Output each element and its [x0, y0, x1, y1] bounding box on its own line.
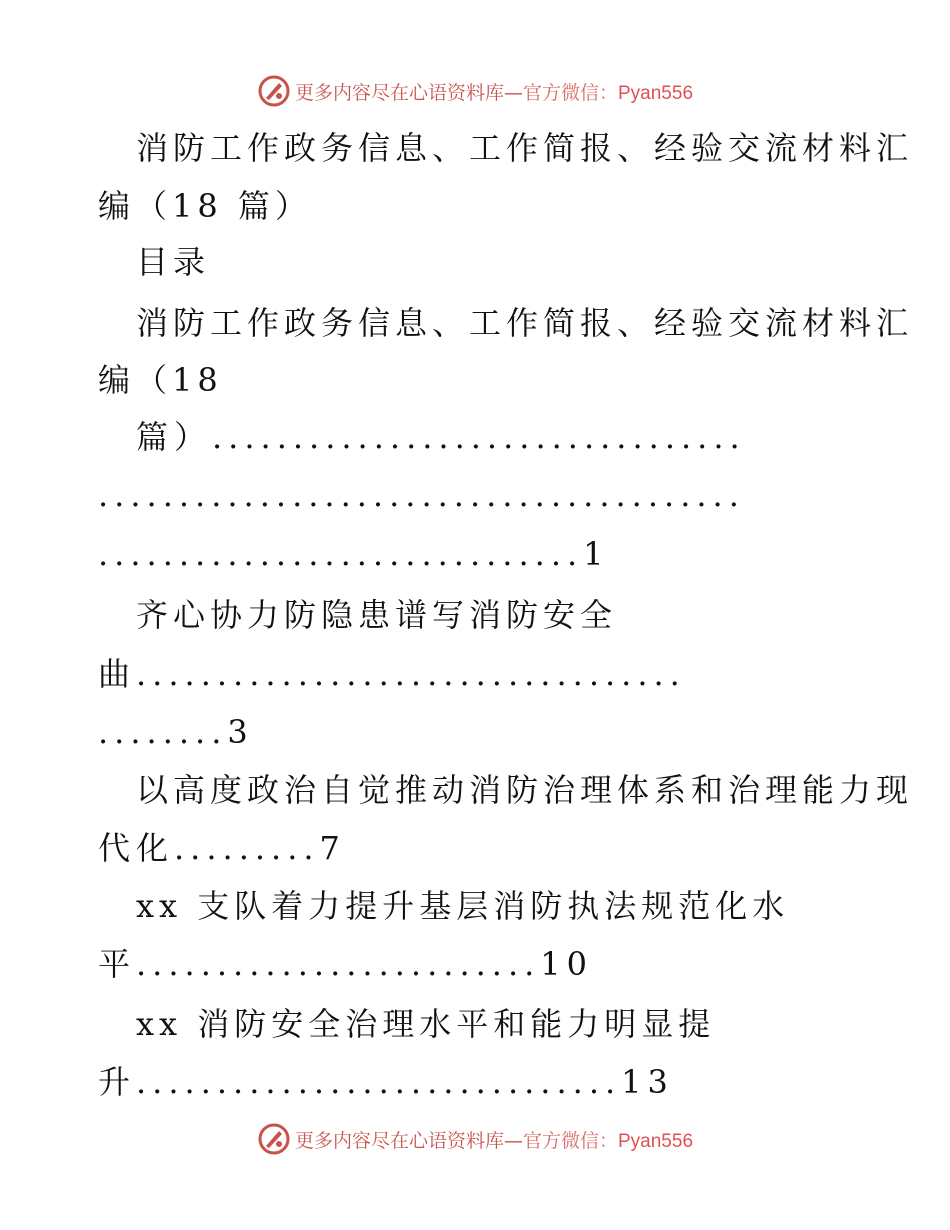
- footer-watermark-banner: [0, 1122, 950, 1161]
- toc-entry-5-line1[interactable]: xx 消防安全治理水平和能力明显提: [136, 1005, 716, 1043]
- banner-wechat-id: Pyan556: [618, 1131, 694, 1152]
- toc-entry-1-line4[interactable]: ........................................: [98, 476, 745, 514]
- toc-entry-2-line2[interactable]: 曲..................................: [98, 655, 686, 693]
- toc-entry-3-line2[interactable]: 代化.........7: [98, 829, 346, 867]
- toc-entry-1-line2[interactable]: 编（18: [98, 361, 223, 399]
- logo-icon: [257, 74, 291, 113]
- logo-icon: [257, 1122, 291, 1161]
- toc-heading: 目录: [136, 243, 211, 281]
- banner-separator: —: [503, 82, 523, 104]
- toc-entry-2-line3[interactable]: ........3: [98, 713, 254, 751]
- toc-entry-1-line5[interactable]: ..............................1: [98, 535, 610, 573]
- toc-entry-4-line2[interactable]: 平.........................10: [98, 945, 594, 983]
- header-watermark-banner: [0, 74, 950, 113]
- toc-entry-2-line1[interactable]: 齐心协力防隐患谱写消防安全: [136, 596, 618, 634]
- banner-wechat-label: 官方微信：: [522, 1130, 618, 1152]
- toc-entry-5-line2[interactable]: 升..............................13: [98, 1063, 674, 1101]
- banner-separator: —: [503, 1130, 523, 1152]
- banner-prefix: 更多内容尽在心语资料库: [294, 82, 504, 104]
- toc-entry-4-line1[interactable]: xx 支队着力提升基层消防执法规范化水: [136, 887, 790, 925]
- doc-title-line2: 编（18 篇）: [98, 187, 312, 225]
- banner-wechat-label: 官方微信：: [522, 82, 618, 104]
- toc-entry-3-line1[interactable]: 以高度政治自觉推动消防治理体系和治理能力现: [136, 771, 914, 809]
- toc-entry-1-line1[interactable]: 消防工作政务信息、工作简报、经验交流材料汇: [136, 304, 914, 342]
- banner-prefix: 更多内容尽在心语资料库: [294, 1130, 504, 1152]
- toc-entry-1-line3[interactable]: 篇）.................................: [136, 418, 746, 456]
- doc-title-line1: 消防工作政务信息、工作简报、经验交流材料汇: [136, 129, 914, 167]
- banner-wechat-id: Pyan556: [618, 83, 694, 104]
